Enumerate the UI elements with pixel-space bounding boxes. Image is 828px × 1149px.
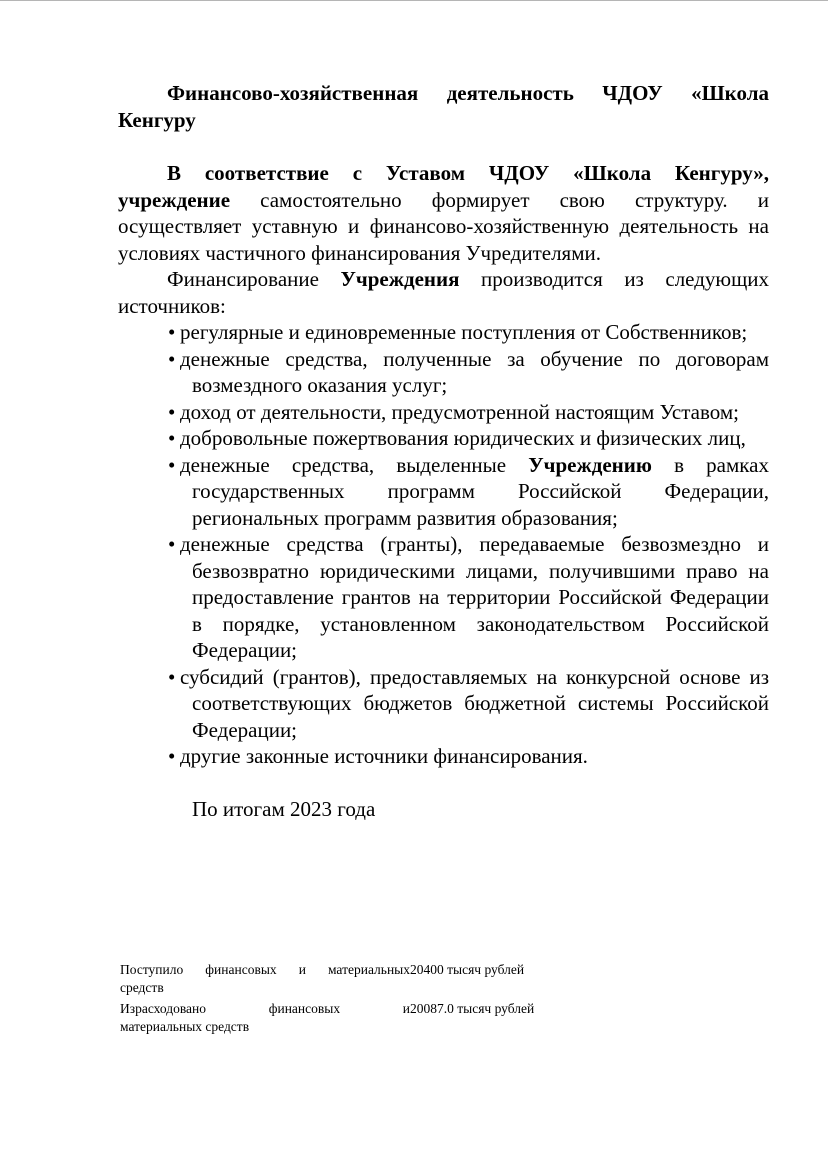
list-item-text: другие законные источники финансирования.	[180, 744, 588, 768]
financial-stats-table	[120, 961, 560, 1036]
stat-label-continued: средств	[120, 980, 164, 995]
results-heading: По итогам 2023 года	[192, 796, 376, 821]
document-title: Финансово-хозяйственная деятельность ЧДОУ «Школа Кенгуру	[118, 81, 769, 132]
bullet-icon: •	[168, 399, 176, 424]
list-item-text: денежные средства, полученные за обучение по договорам возмездного оказания услуг;	[180, 346, 769, 397]
list-item	[168, 399, 769, 426]
funding-bold: Учреждения	[340, 267, 460, 291]
funding-paragraph	[118, 266, 769, 319]
bullet-icon: •	[168, 532, 176, 556]
list-item-bold: Учреждению	[528, 452, 652, 477]
list-item	[168, 531, 769, 664]
list-item	[168, 452, 769, 532]
list-item	[168, 425, 769, 452]
bullet-icon: •	[168, 744, 176, 768]
list-item-text: регулярные и единовременные поступления от Собственников;	[180, 320, 748, 344]
bullet-icon: •	[168, 426, 176, 450]
list-item	[168, 319, 769, 346]
charter-bold: В соответствие с Уставом ЧДОУ «Школа Кенгуру», учреждение	[118, 161, 769, 212]
page-top-border	[0, 0, 828, 1]
charter-text: самостоятельно формирует свою структуру. и осуществляет уставную и финансово-хозяйственную деятельность на условиях частичного финансирования Учредителями.	[118, 187, 769, 265]
bullet-icon: •	[168, 664, 176, 689]
table-row	[120, 979, 560, 997]
table-row	[120, 1000, 560, 1018]
list-item-text: денежные средства (гранты), передаваемые безвозмездно и безвозвратно юридическими лицами, получившими право на предоставление грантов на территории Российской Федерации в порядке, установленном законодательством Российской Федерации;	[180, 532, 769, 662]
bullet-icon: •	[168, 320, 176, 344]
funding-text-after: производится из следующих источников:	[118, 267, 770, 318]
list-item	[168, 743, 769, 770]
stat-label: Поступило финансовых и материальных	[120, 962, 410, 977]
list-item-text: добровольные пожертвования юридических и физических лиц,	[180, 426, 746, 450]
document-page	[118, 80, 769, 822]
list-item-text: субсидий (грантов), предоставляемых на конкурсной основе из соответствующих бюджетов бюджетной системы Российской Федерации;	[180, 664, 769, 742]
list-item-text: денежные средства, выделенные	[180, 452, 529, 477]
list-item	[168, 664, 769, 744]
list-item-text: в рамках государственных программ Российской Федерации, региональных программ развития образования;	[192, 452, 769, 530]
list-item-text: доход от деятельности, предусмотренной настоящим Уставом;	[180, 399, 739, 424]
stat-label: Израсходовано финансовых и	[120, 1001, 410, 1016]
table-row	[120, 961, 560, 979]
stat-label-continued: материальных средств	[120, 1019, 250, 1034]
funding-sources-list	[118, 319, 769, 770]
stat-value: 20087.0 тысяч рублей	[410, 1001, 535, 1016]
bullet-icon: •	[168, 346, 176, 371]
stat-value: 20400 тысяч рублей	[410, 962, 525, 977]
charter-paragraph	[118, 160, 769, 266]
funding-text-before: Финансирование	[167, 267, 341, 291]
bullet-icon: •	[168, 452, 176, 477]
list-item	[168, 346, 769, 399]
table-row	[120, 1018, 560, 1036]
